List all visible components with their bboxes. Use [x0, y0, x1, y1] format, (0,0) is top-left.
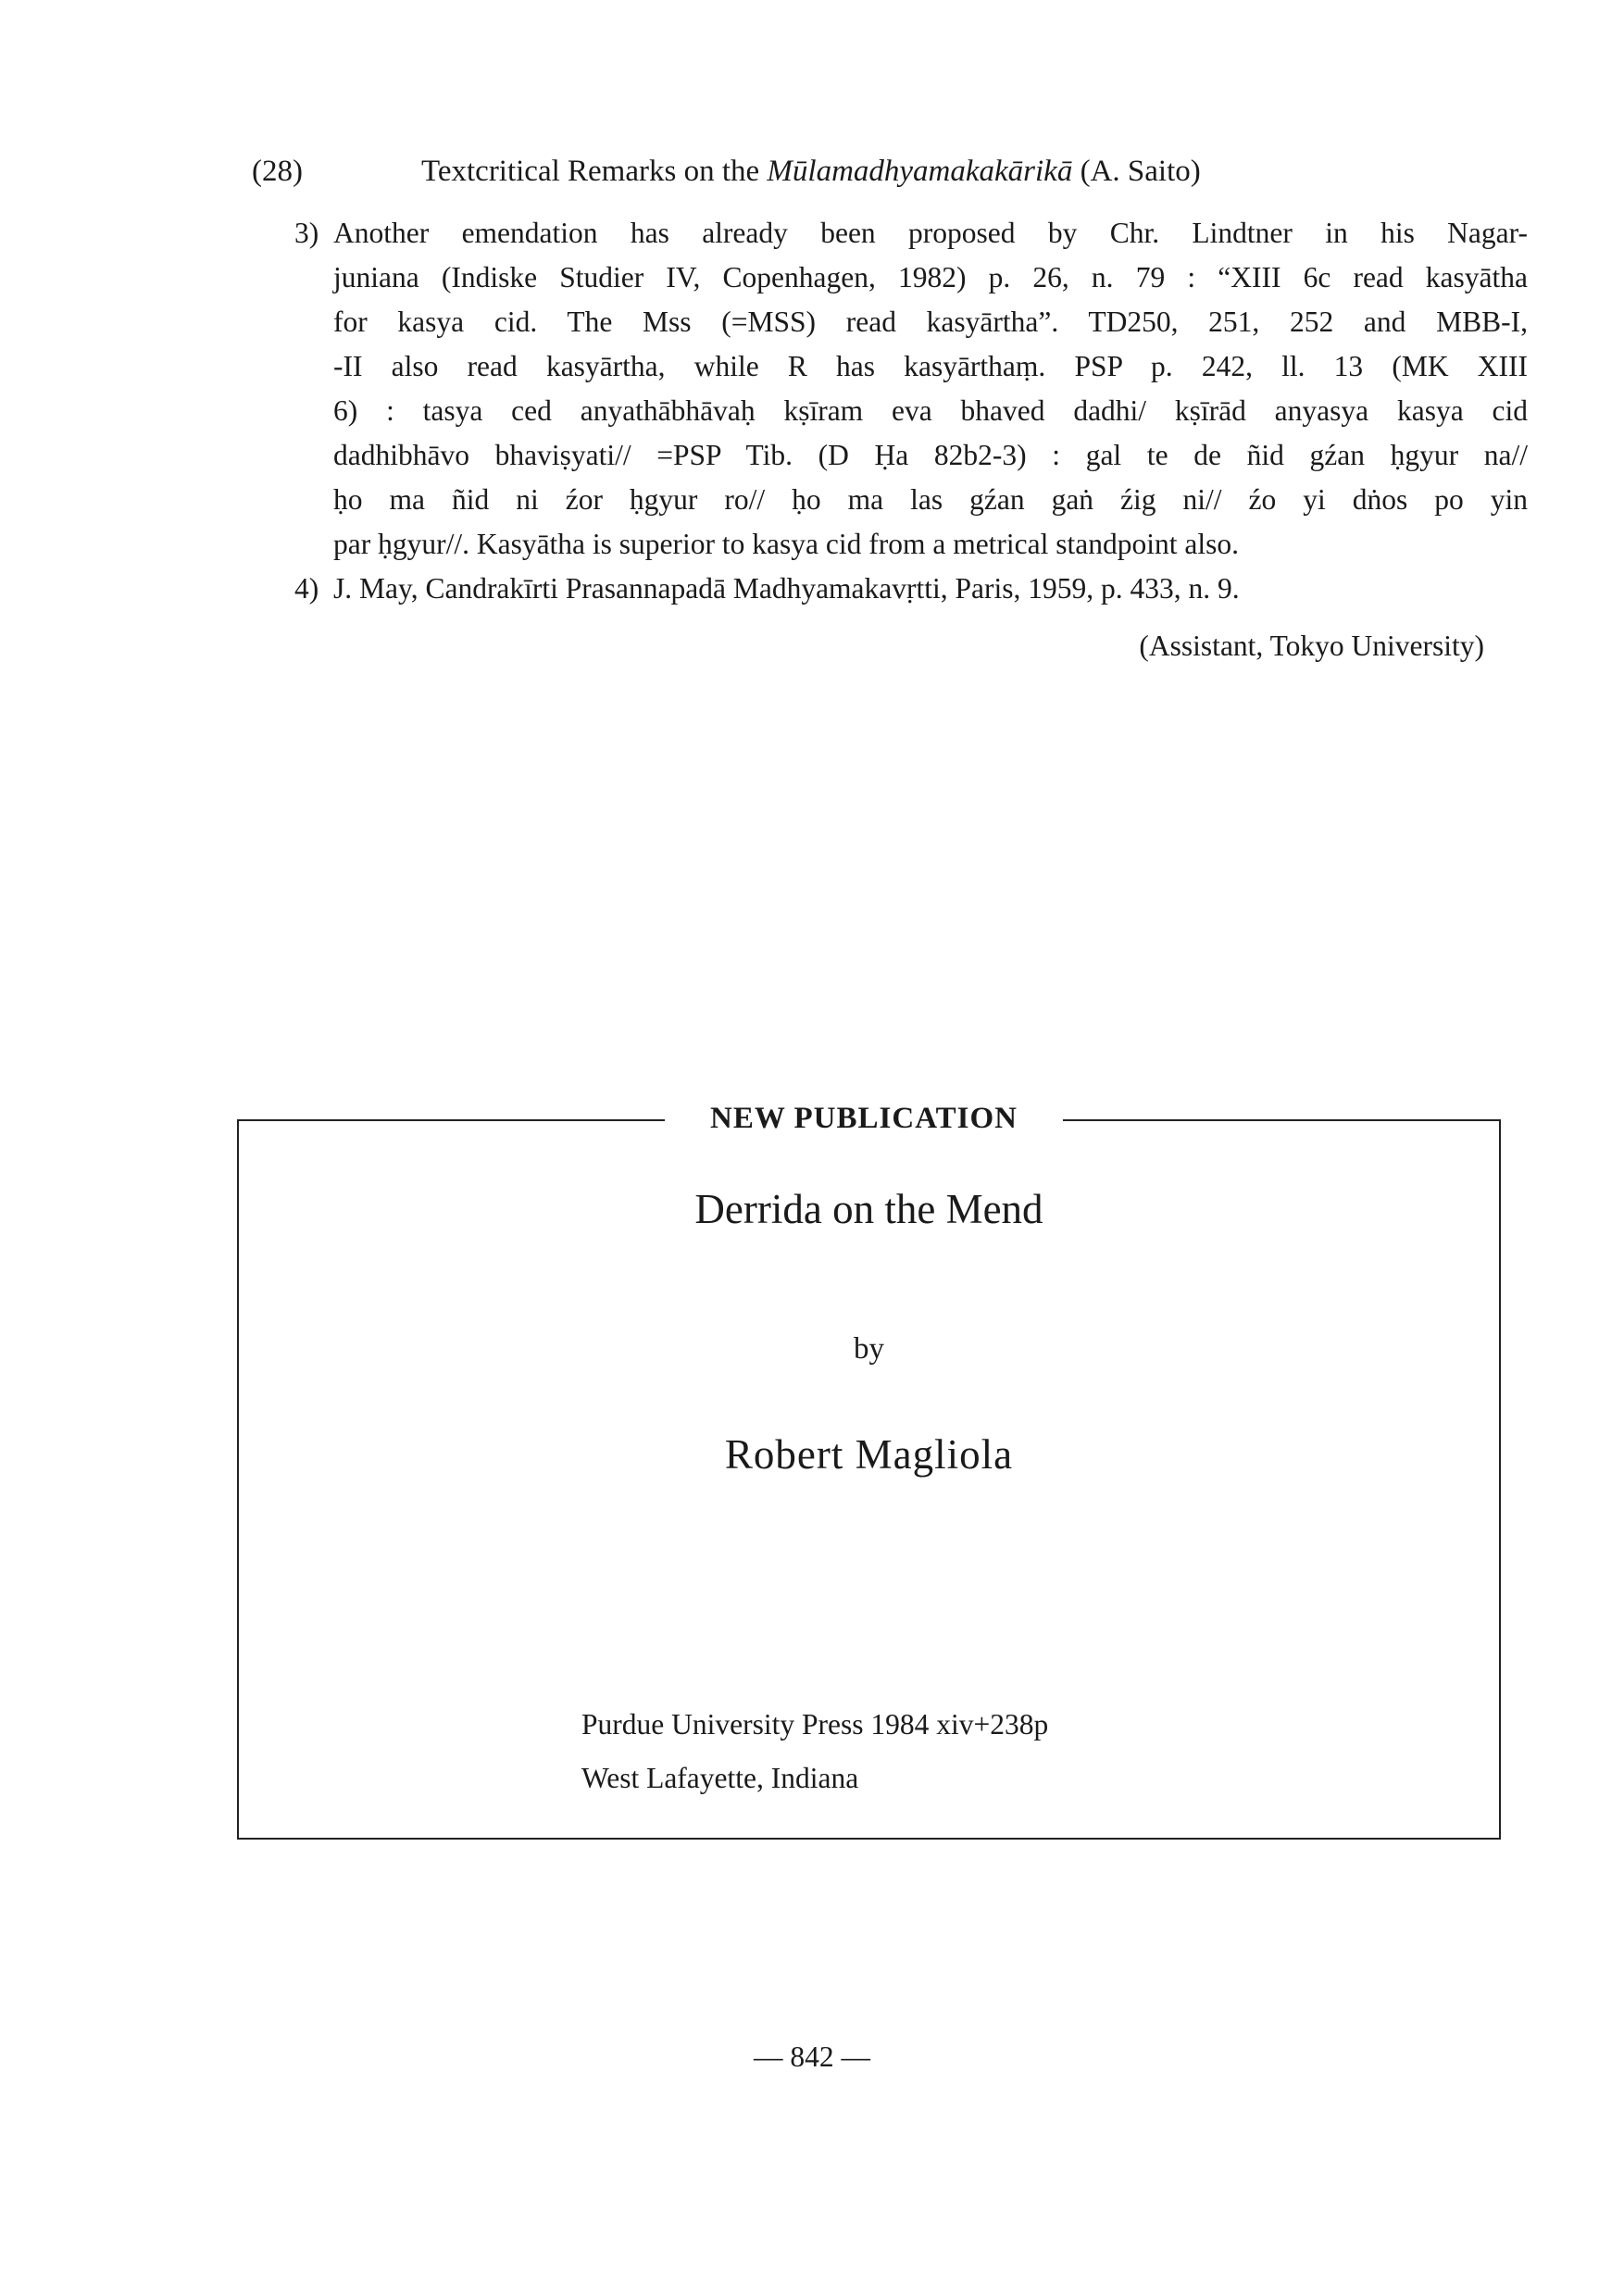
- footnote-line: 6) : tasya ced anyathābhāvaḥ kṣīram eva bhaved dadhi/ kṣīrād anyasya kasya cid: [333, 394, 1528, 427]
- publisher-location: West Lafayette, Indiana: [581, 1762, 859, 1794]
- publisher-info: [581, 1698, 1048, 1805]
- box-top-border-right: [1063, 1119, 1501, 1121]
- book-author: Robert Magliola: [724, 1431, 1014, 1478]
- header-title: [421, 151, 1201, 192]
- footnotes: [296, 211, 1528, 611]
- footnote-line: dadhibhāvo bhaviṣyati// =PSP Tib. (D Ḥa 82b2-3) : gal te de ñid gźan ḥgyur na//: [333, 439, 1528, 471]
- footnote-line: Another emendation has already been proposed by Chr. Lindtner in his Nagar-: [333, 217, 1528, 249]
- by-line: by: [854, 1332, 884, 1366]
- footnote-line: ḥo ma ñid ni źor ḥgyur ro// ḥo ma las gźan gaṅ źig ni// źo yi dṅos po yin: [333, 483, 1528, 516]
- author-affiliation: (Assistant, Tokyo University): [1139, 630, 1484, 662]
- footnote-line: for kasya cid. The Mss (=MSS) read kasyārtha”. TD250, 251, 252 and MBB-I,: [333, 306, 1528, 338]
- publication-heading: NEW PUBLICATION: [710, 1102, 1018, 1135]
- footnote-3: [296, 211, 1528, 567]
- header-title-italic: Mūlamadhyamakakārikā: [767, 155, 1073, 188]
- footnote-4: [296, 567, 1528, 611]
- page-number: — 842 —: [754, 2040, 870, 2073]
- box-top-border-left: [237, 1119, 665, 1121]
- header-title-pre: Textcritical Remarks on the: [421, 155, 768, 188]
- footnote-line: juniana (Indiske Studier IV, Copenhagen, 1982) p. 26, n. 79 : “XIII 6c read kasyātha: [333, 261, 1528, 293]
- footnote-number: 3): [294, 217, 319, 249]
- header-page-number: (28): [252, 155, 303, 188]
- footnote-number: 4): [294, 572, 319, 605]
- book-title: Derrida on the Mend: [694, 1186, 1043, 1232]
- footnote-line: -II also read kasyārtha, while R has kasyārthaṃ. PSP p. 242, ll. 13 (MK XIII: [333, 350, 1528, 382]
- header-title-post: (A. Saito): [1072, 155, 1201, 188]
- footnote-line: par ḥgyur//. Kasyātha is superior to kasya cid from a metrical standpoint also.: [333, 528, 1239, 560]
- footnote-line: J. May, Candrakīrti Prasannapadā Madhyamakavṛtti, Paris, 1959, p. 433, n. 9.: [333, 572, 1240, 605]
- publisher-line: Purdue University Press 1984 xiv+238p: [581, 1708, 1049, 1741]
